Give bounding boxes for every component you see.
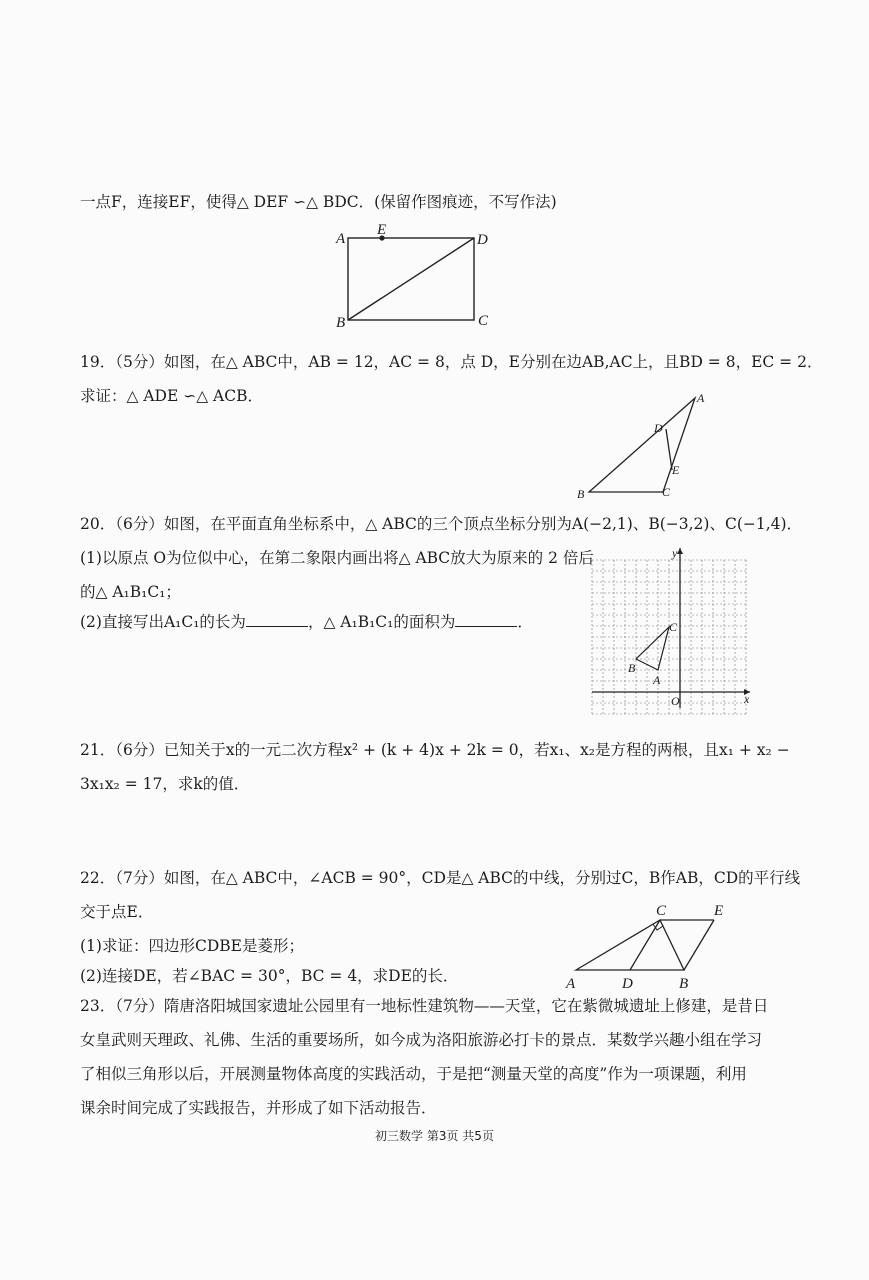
q20-line3: 的△ A₁B₁C₁； xyxy=(80,583,181,601)
label-d: D xyxy=(654,421,663,435)
q23-line4: 课余时间完成了实践报告，并形成了如下活动报告． xyxy=(80,1099,437,1117)
q18-continuation-text: 一点F，连接EF，使得△ DEF ∽△ BDC．(保留作图痕迹，不写作法) xyxy=(80,193,557,211)
label-x: x xyxy=(744,692,750,706)
label-o: O xyxy=(671,694,680,708)
label-c: C xyxy=(662,485,671,499)
label-b: B xyxy=(577,487,585,501)
q20-line4 xyxy=(80,612,533,632)
q19-line1: 19．（5分）如图，在△ ABC中，AB = 12，AC = 8，点 D，E分别在边AB,AC上，且BD = 8，EC = 2． xyxy=(80,353,823,371)
q20-line4-part3: ． xyxy=(517,613,533,631)
label-a: A xyxy=(653,673,661,687)
rectangle-figure xyxy=(330,222,500,332)
q19-line2: 求证：△ ADE ∽△ ACB． xyxy=(80,387,263,405)
q20-line1: 20．（6分）如图，在平面直角坐标系中，△ ABC的三个顶点坐标分别为A(−2,1)、B(−3,2)、C(−1,4)． xyxy=(80,515,803,533)
page-footer: 初三数学 第3页 共5页 xyxy=(375,1129,494,1143)
label-b: B xyxy=(628,661,636,675)
q23-line3: 了相似三角形以后，开展测量物体高度的实践活动，于是把“测量天堂的高度”作为一项课题，利用 xyxy=(80,1065,747,1083)
label-b: B xyxy=(679,976,689,992)
q20-line4-part2: ，△ A₁B₁C₁的面积为 xyxy=(307,613,456,631)
label-c: C xyxy=(669,620,678,634)
q22-line1: 22．（7分）如图，在△ ABC中，∠ACB = 90°，CD是△ ABC的中线，分别过C，B作AB，CD的平行线 xyxy=(80,869,801,887)
label-c: C xyxy=(478,313,489,329)
q20-line4-part1: (2)直接写出A₁C₁的长为 xyxy=(80,613,246,631)
label-e: E xyxy=(672,463,680,477)
rhombus-figure xyxy=(562,898,742,993)
q20-line2: (1)以原点 O为位似中心，在第二象限内画出将△ ABC放大为原来的 2 倍后 xyxy=(80,549,594,567)
q22-line2: 交于点E． xyxy=(80,903,154,921)
label-e: E xyxy=(714,903,724,919)
q21-line1: 21．（6分）已知关于x的一元二次方程x² + (k + 4)x + 2k = 0，若x₁、x₂是方程的两根，且x₁ + x₂ − xyxy=(80,741,790,759)
label-b: B xyxy=(336,315,346,331)
label-a: A xyxy=(566,976,576,992)
label-y: y xyxy=(672,546,678,560)
q23-line1: 23．（7分）隋唐洛阳城国家遗址公园里有一地标性建筑物——天堂，它在紫微城遗址上修建，是昔日 xyxy=(80,997,769,1015)
q21-line2: 3x₁x₂ = 17，求k的值． xyxy=(80,775,250,793)
coordinate-grid-figure xyxy=(592,545,757,715)
answer-blank-length[interactable] xyxy=(246,612,308,627)
label-a: A xyxy=(697,391,705,405)
label-d: D xyxy=(622,976,633,992)
answer-blank-area[interactable] xyxy=(455,612,517,627)
label-c: C xyxy=(656,903,667,919)
label-d: D xyxy=(477,232,488,248)
label-a: A xyxy=(336,231,346,247)
q22-line4: (2)连接DE，若∠BAC = 30°，BC = 4，求DE的长． xyxy=(80,967,459,985)
label-e: E xyxy=(377,222,387,238)
q23-line2: 女皇武则天理政、礼佛、生活的重要场所，如今成为洛阳旅游必打卡的景点．某数学兴趣小组在学习 xyxy=(80,1031,763,1049)
triangle-figure-q19 xyxy=(575,388,715,503)
q22-line3: (1)求证：四边形CDBE是菱形； xyxy=(80,937,304,955)
